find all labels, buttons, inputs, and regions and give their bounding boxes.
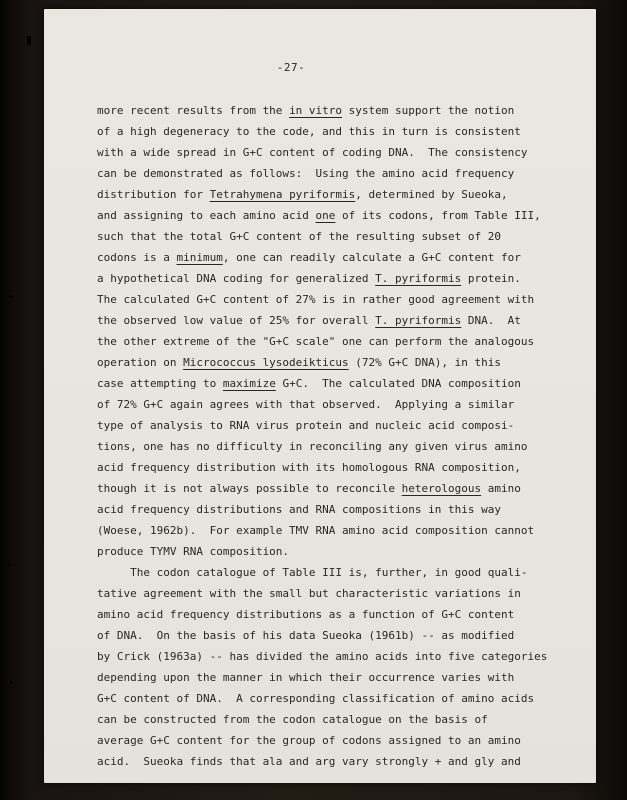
text-segment: The calculated G+C content of 27% is in rather good agreement with xyxy=(97,293,535,306)
text-line xyxy=(97,562,577,583)
document-body xyxy=(97,100,577,772)
text-line xyxy=(97,751,577,772)
text-line xyxy=(97,121,577,142)
underlined-text: T. pyriformis xyxy=(375,272,462,285)
text-line xyxy=(97,373,577,394)
text-segment: amino acid frequency distributions as a function of G+C content xyxy=(97,608,515,621)
text-segment: tions, one has no difficulty in reconciling any given virus amino xyxy=(97,440,528,453)
text-segment: more recent results from the xyxy=(97,104,290,117)
text-segment: , determined by Sueoka, xyxy=(355,188,508,201)
text-segment: a hypothetical DNA coding for generalized xyxy=(97,272,376,285)
page-number: -27- xyxy=(276,61,306,74)
text-line xyxy=(97,100,577,121)
text-line xyxy=(97,205,577,226)
underlined-text: maximize xyxy=(222,377,276,390)
text-segment: produce TYMV RNA composition. xyxy=(97,545,290,558)
text-line xyxy=(97,436,577,457)
text-line xyxy=(97,226,577,247)
underlined-text: Micrococcus lysodeikticus xyxy=(183,356,349,369)
underlined-text: T. pyriformis xyxy=(375,314,462,327)
text-line xyxy=(97,583,577,604)
text-segment: depending upon the manner in which their occurrence varies with xyxy=(97,671,515,684)
text-segment: can be constructed from the codon catalogue on the basis of xyxy=(97,713,488,726)
text-line xyxy=(97,142,577,163)
text-segment: tative agreement with the small but characteristic variations in xyxy=(97,587,521,600)
text-segment: codons is a xyxy=(97,251,177,264)
text-line xyxy=(97,184,577,205)
text-segment: (72% G+C DNA), in this xyxy=(348,356,501,369)
text-segment: operation on xyxy=(97,356,184,369)
text-line xyxy=(97,352,577,373)
text-segment: G+C. The calculated DNA composition xyxy=(275,377,521,390)
text-segment: of a high degeneracy to the code, and this in turn is consistent xyxy=(97,125,521,138)
text-segment: case attempting to xyxy=(97,377,223,390)
text-line xyxy=(97,709,577,730)
text-segment: system support the notion xyxy=(342,104,515,117)
text-line xyxy=(97,625,577,646)
scan-speck xyxy=(10,681,12,684)
text-segment: the other extreme of the "G+C scale" one can perform the analogous xyxy=(97,335,535,348)
text-line xyxy=(97,163,577,184)
text-line xyxy=(97,478,577,499)
underlined-text: heterologous xyxy=(401,482,482,495)
text-segment: and assigning to each amino acid xyxy=(97,209,316,222)
text-segment: of its codons, from Table III, xyxy=(335,209,541,222)
document-page xyxy=(44,9,596,783)
scan-speck xyxy=(8,563,11,566)
text-segment: with a wide spread in G+C content of coding DNA. The consistency xyxy=(97,146,528,159)
text-segment: distribution for xyxy=(97,188,210,201)
underlined-text: Tetrahymena pyriformis xyxy=(209,188,356,201)
text-segment: average G+C content for the group of codons assigned to an amino xyxy=(97,734,521,747)
text-line xyxy=(97,520,577,541)
underlined-text: minimum xyxy=(176,251,223,264)
text-segment: The codon catalogue of Table III is, further, in good quali- xyxy=(97,566,528,579)
text-segment: type of analysis to RNA virus protein and nucleic acid composi- xyxy=(97,419,515,432)
text-line xyxy=(97,688,577,709)
text-segment: the observed low value of 25% for overall xyxy=(97,314,376,327)
text-segment: DNA. At xyxy=(461,314,521,327)
text-line xyxy=(97,730,577,751)
text-segment: by Crick (1963a) -- has divided the amino acids into five categories xyxy=(97,650,548,663)
text-line xyxy=(97,247,577,268)
text-line xyxy=(97,667,577,688)
margin-mark xyxy=(27,36,31,45)
text-segment: amino xyxy=(481,482,521,495)
text-line xyxy=(97,499,577,520)
text-segment: acid frequency distributions and RNA compositions in this way xyxy=(97,503,501,516)
text-segment: (Woese, 1962b). For example TMV RNA amino acid composition cannot xyxy=(97,524,535,537)
text-segment: such that the total G+C content of the resulting subset of 20 xyxy=(97,230,501,243)
text-segment: acid. Sueoka finds that ala and arg vary strongly + and gly and xyxy=(97,755,521,768)
text-segment: G+C content of DNA. A corresponding classification of amino acids xyxy=(97,692,535,705)
text-line xyxy=(97,289,577,310)
text-line xyxy=(97,646,577,667)
text-segment: can be demonstrated as follows: Using the amino acid frequency xyxy=(97,167,515,180)
text-line xyxy=(97,310,577,331)
text-line xyxy=(97,604,577,625)
text-segment: acid frequency distribution with its homologous RNA composition, xyxy=(97,461,521,474)
text-segment: , one can readily calculate a G+C content for xyxy=(222,251,521,264)
text-line xyxy=(97,415,577,436)
text-line xyxy=(97,457,577,478)
underlined-text: one xyxy=(315,209,336,222)
text-segment: of DNA. On the basis of his data Sueoka (1961b) -- as modified xyxy=(97,629,515,642)
scan-speck xyxy=(9,295,12,298)
text-segment: of 72% G+C again agrees with that observed. Applying a similar xyxy=(97,398,515,411)
underlined-text: in vitro xyxy=(289,104,343,117)
text-segment: protein. xyxy=(461,272,521,285)
text-line xyxy=(97,541,577,562)
text-line xyxy=(97,394,577,415)
text-segment: though it is not always possible to reconcile xyxy=(97,482,402,495)
text-line xyxy=(97,268,577,289)
text-line xyxy=(97,331,577,352)
